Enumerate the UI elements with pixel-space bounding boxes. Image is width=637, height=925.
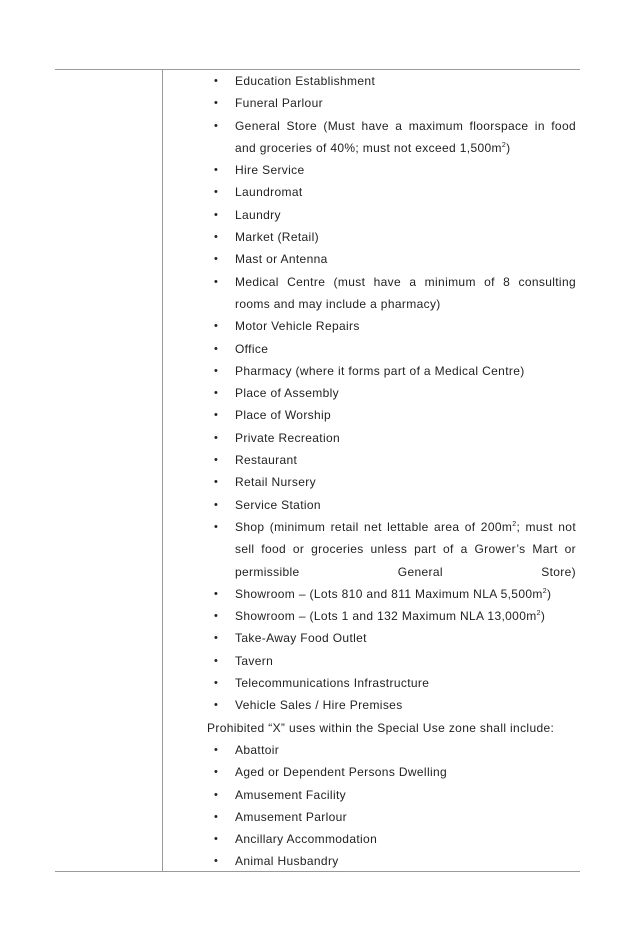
- bullet-icon: •: [214, 75, 219, 87]
- list-item: [208, 605, 576, 627]
- list-item-text: Laundry: [235, 207, 281, 222]
- list-item-text: Ancillary Accommodation: [235, 832, 378, 847]
- list-item: [208, 226, 576, 248]
- list-item-text: Service Station: [235, 497, 321, 512]
- list-item: [208, 471, 576, 493]
- list-item: [208, 739, 576, 761]
- list-item: [208, 181, 576, 203]
- bullet-icon: •: [214, 476, 219, 489]
- bullet-icon: •: [214, 231, 219, 244]
- zoning-table: [55, 69, 580, 872]
- list-item-text: Laundromat: [235, 185, 303, 200]
- list-item-text: Place of Assembly: [235, 386, 339, 401]
- list-item-text: Restaurant: [235, 453, 298, 468]
- list-item: [208, 159, 576, 181]
- list-item-text: Abattoir: [235, 742, 280, 757]
- list-item-text: Telecommunications Infrastructure: [235, 676, 430, 691]
- bullet-icon: •: [214, 833, 219, 846]
- list-item: [208, 338, 576, 360]
- list-item: [208, 694, 576, 716]
- prohibited-uses-intro: Prohibited “X” uses within the Special Use zone shall include:: [207, 720, 555, 735]
- bullet-icon: •: [214, 788, 219, 801]
- superscript: 2: [536, 610, 541, 618]
- bullet-icon: •: [214, 587, 219, 600]
- list-item-text-tail: ): [546, 586, 552, 601]
- list-item-text: Shop (minimum retail net lettable area of 200m: [235, 519, 513, 534]
- list-item-text: Mast or Antenna: [235, 252, 328, 267]
- bullet-icon: •: [214, 610, 219, 623]
- permitted-uses-list: [208, 70, 576, 717]
- list-item: [208, 516, 576, 583]
- bullet-icon: •: [214, 208, 219, 221]
- bullet-icon: •: [214, 431, 219, 444]
- list-item-text: Education Establishment: [235, 74, 376, 88]
- list-item: [208, 761, 576, 783]
- bullet-icon: •: [214, 119, 219, 132]
- list-item-text: Private Recreation: [235, 430, 341, 445]
- list-item: [208, 806, 576, 828]
- list-item-text-tail: ; must not sell food or groceries unless part of a Grower’s Mart or permissible General Store): [235, 519, 577, 579]
- list-item: [208, 360, 576, 382]
- list-item-text: Tavern: [235, 653, 274, 668]
- bullet-icon: •: [214, 275, 219, 288]
- list-item-text: Motor Vehicle Repairs: [235, 319, 360, 334]
- list-item: [208, 650, 576, 672]
- list-item: [208, 115, 576, 160]
- bullet-icon: •: [214, 364, 219, 377]
- bullet-icon: •: [214, 632, 219, 645]
- list-item-text: Vehicle Sales / Hire Premises: [235, 698, 403, 713]
- bullet-icon: •: [214, 766, 219, 779]
- list-item-text: General Store (Must have a maximum floorspace in food and groceries of 40%; must not exceed 1,500m: [235, 118, 576, 155]
- superscript: 2: [501, 141, 507, 149]
- list-item: [208, 627, 576, 649]
- list-item-text: Showroom – (Lots 810 and 811 Maximum NLA 5,500m: [235, 586, 543, 601]
- list-item-text: Retail Nursery: [235, 475, 316, 490]
- list-item: [208, 828, 576, 850]
- list-item-text: Pharmacy (where it forms part of a Medical Centre): [235, 363, 525, 378]
- bullet-icon: •: [214, 409, 219, 422]
- list-item-text: Funeral Parlour: [235, 96, 323, 111]
- list-item-text: Animal Husbandry: [235, 854, 339, 869]
- superscript: 2: [542, 587, 547, 595]
- list-item: [208, 382, 576, 404]
- uses-cell: [208, 70, 576, 873]
- list-item: [208, 494, 576, 516]
- list-item: [208, 672, 576, 694]
- bullet-icon: •: [214, 454, 219, 467]
- list-item-text-tail: ): [506, 140, 511, 155]
- bullet-icon: •: [214, 654, 219, 667]
- list-item: [208, 70, 576, 92]
- list-item-text: Medical Centre (must have a minimum of 8 consulting rooms and may include a pharmacy): [235, 274, 576, 311]
- column-divider: [162, 70, 163, 871]
- list-item-text: Amusement Facility: [235, 787, 346, 802]
- bullet-icon: •: [214, 320, 219, 333]
- bullet-icon: •: [214, 743, 219, 756]
- list-item-text-tail: ): [540, 609, 546, 624]
- list-item: [208, 315, 576, 337]
- bullet-icon: •: [214, 810, 219, 823]
- list-item-text: Market (Retail): [235, 230, 319, 245]
- list-item: [208, 204, 576, 226]
- bullet-icon: •: [214, 498, 219, 511]
- list-item: [208, 583, 576, 605]
- bullet-icon: •: [214, 699, 219, 712]
- bullet-icon: •: [214, 253, 219, 266]
- list-item: [208, 92, 576, 114]
- list-item-text: Amusement Parlour: [235, 809, 347, 824]
- superscript: 2: [512, 520, 517, 528]
- list-item: [208, 449, 576, 471]
- list-item: [208, 248, 576, 270]
- list-item-text: Showroom – (Lots 1 and 132 Maximum NLA 13,000m: [235, 609, 537, 624]
- list-item: [208, 404, 576, 426]
- bullet-icon: •: [214, 186, 219, 199]
- list-item: [208, 271, 576, 316]
- prohibited-uses-list: [208, 739, 576, 873]
- bullet-icon: •: [214, 677, 219, 690]
- list-item-text: Place of Worship: [235, 408, 332, 423]
- bullet-icon: •: [214, 855, 219, 868]
- list-item-text: Take-Away Food Outlet: [235, 631, 367, 646]
- list-item: [208, 784, 576, 806]
- bullet-icon: •: [214, 97, 219, 110]
- bullet-icon: •: [214, 387, 219, 400]
- bullet-icon: •: [214, 520, 219, 533]
- bullet-icon: •: [214, 164, 219, 177]
- list-item-text: Office: [235, 341, 269, 356]
- list-item: [208, 850, 576, 872]
- list-item-text: Aged or Dependent Persons Dwelling: [235, 765, 448, 780]
- list-item-text: Hire Service: [235, 163, 305, 178]
- bullet-icon: •: [214, 342, 219, 355]
- list-item: [208, 427, 576, 449]
